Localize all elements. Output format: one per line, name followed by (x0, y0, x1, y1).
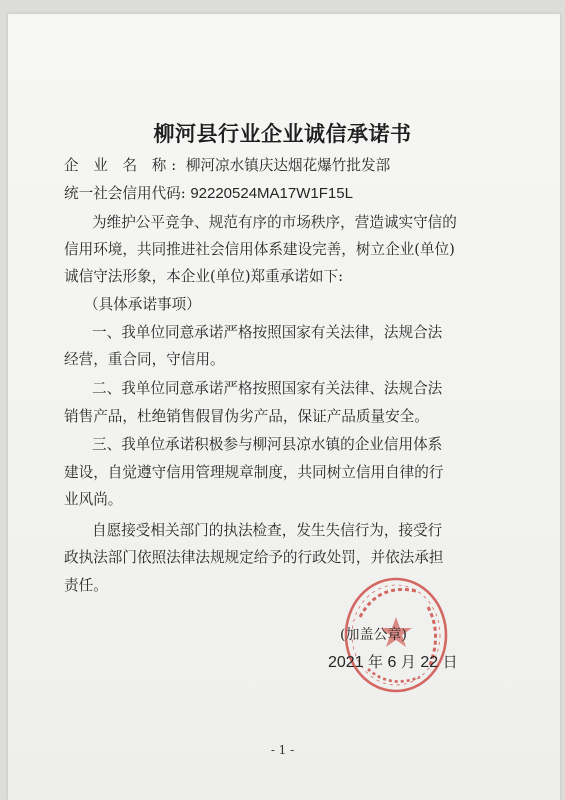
date-year-unit: 年 (368, 653, 384, 671)
commitment-item-2-line: 二、我单位同意承诺严格按照国家有关法律、法规合法 (92, 380, 443, 397)
commitment-item-3-line: 三、我单位承诺积极参与柳河县凉水镇的企业信用体系 (92, 436, 443, 453)
date-day: 22 (420, 654, 439, 671)
commitment-item-3-line: 建设，自觉遵守信用管理规章制度，共同树立信用自律的行 (64, 464, 444, 481)
date-year: 2021 (328, 654, 364, 671)
company-name-value: 柳河凉水镇庆达烟花爆竹批发部 (185, 157, 391, 174)
intro-line: 信用环境，共同推进社会信用体系建设完善，树立企业(单位) (64, 241, 455, 258)
commitment-item-2-line: 销售产品，杜绝销售假冒伪劣产品，保证产品质量安全。 (64, 408, 429, 425)
items-heading: （具体承诺事项） (84, 296, 201, 313)
closing-line: 自愿接受相关部门的执法检查，发生失信行为，接受行 (92, 522, 443, 539)
date-day-unit: 日 (442, 653, 458, 671)
signing-date (328, 651, 458, 672)
commitment-item-3-line: 业风尚。 (64, 491, 123, 508)
stamp-note: (加盖公章) (340, 627, 407, 643)
closing-line: 责任。 (64, 577, 108, 594)
document-title: 柳河县行业企业诚信承诺书 (153, 121, 412, 146)
intro-line: 诚信守法形象，本企业(单位)郑重承诺如下: (64, 268, 343, 285)
credit-code-label: 统一社会信用代码: (64, 185, 186, 202)
intro-line: 为维护公平竞争、规范有序的市场秩序，营造诚实守信的 (92, 214, 457, 231)
credit-code-row (64, 182, 353, 203)
commitment-item-1-line: 经营，重合同，守信用。 (64, 351, 225, 368)
company-name-row (64, 154, 390, 175)
page-number: - 1 - (270, 743, 295, 757)
closing-line: 政执法部门依照法律法规规定给予的行政处罚，并依法承担 (64, 549, 444, 566)
commitment-item-1-line: 一、我单位同意承诺严格按照国家有关法律，法规合法 (92, 324, 443, 341)
credit-code-value: 92220524MA17W1F15L (190, 185, 353, 202)
date-month: 6 (387, 654, 397, 671)
date-month-unit: 月 (400, 653, 416, 671)
company-name-label: 企 业 名 称: (64, 157, 182, 174)
